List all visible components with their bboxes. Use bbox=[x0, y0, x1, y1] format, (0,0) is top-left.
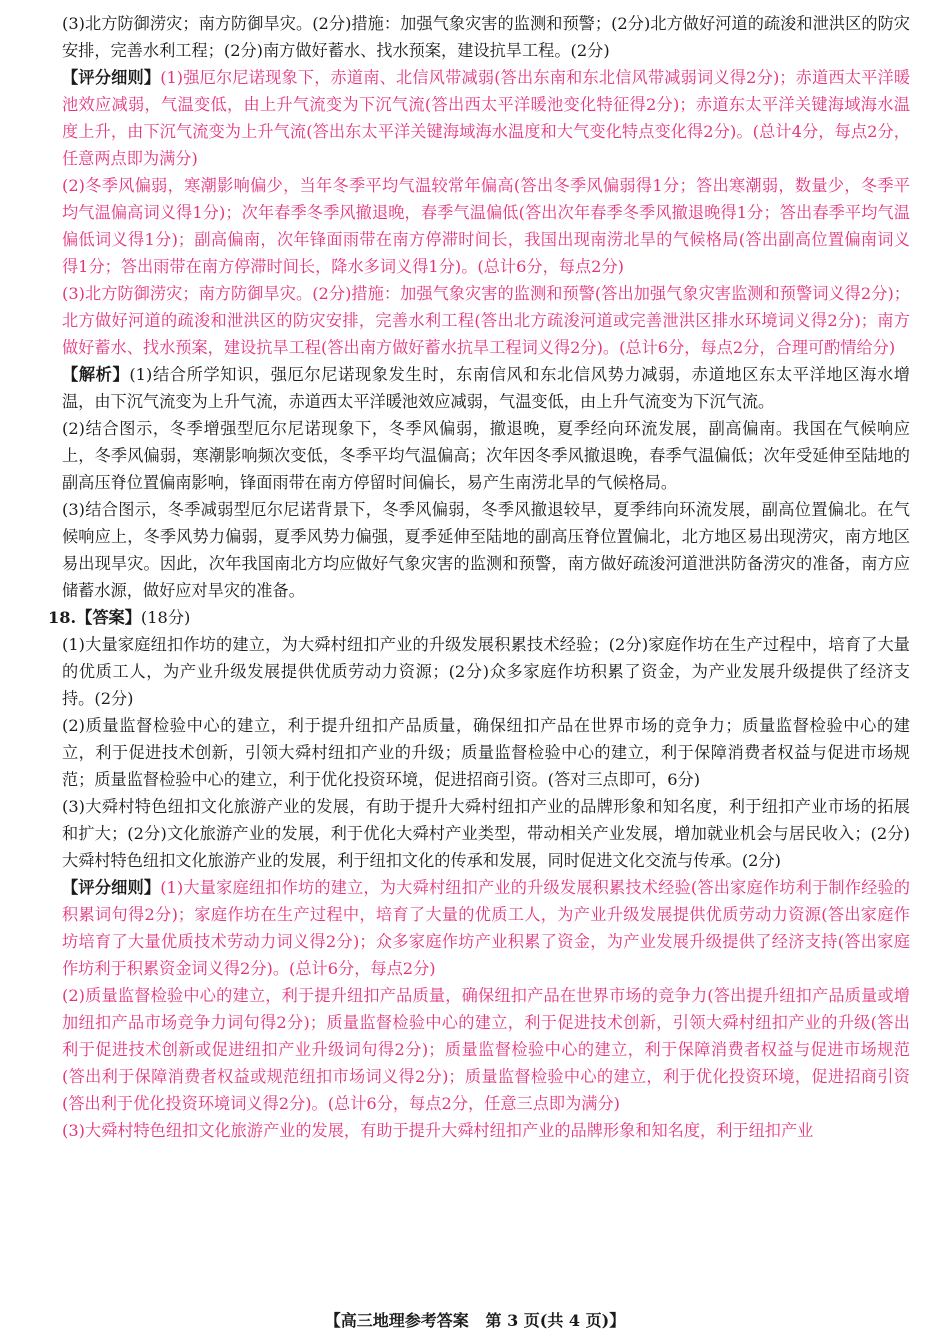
q17-analysis-part1 bbox=[62, 361, 910, 415]
q18-scoring-text-1: (1)大量家庭纽扣作坊的建立，为大舜村纽扣产业的升级发展积累技术经验(答出家庭作坊利于制作经验的积累词句得2分)；家庭作坊在生产过程中，培育了大量的优质工人，为产业升级发展提供优质劳动力资源(答出家庭作坊培育了大量优质技术劳动力词义得2分)；众多家庭作坊产业积累了资金，为产业发展升级提供了经济支持(答出家庭作坊利于积累资金词义得2分)。(总计6分，每点2分) bbox=[62, 878, 910, 978]
q17-scoring-part2: (2)冬季风偏弱，寒潮影响偏少，当年冬季平均气温较常年偏高(答出冬季风偏弱得1分；答出寒潮弱，数量少，冬季平均气温偏高词义得1分)；次年春季冬季风撤退晚，春季气温偏低(答出次年春季冬季风撤退晚得1分；答出春季平均气温偏低词义得1分)；副高偏南，次年锋面雨带在南方停滞时间长，我国出现南涝北旱的气候格局(答出副高位置偏南词义得1分；答出雨带在南方停滞时间长，降水多词义得1分)。(总计6分，每点2分) bbox=[62, 176, 910, 276]
q17-analysis-part3: (3)结合图示，冬季减弱型厄尔尼诺背景下，冬季风偏弱，冬季风撤退较早，夏季纬向环流发展，副高位置偏北。在气候响应上，冬季风势力偏弱，夏季风势力偏强，夏季延伸至陆地的副高压脊位置偏北，北方地区易出现涝灾，南方地区易出现旱灾。因此，次年我国南北方均应做好气象灾害的监测和预警，南方做好疏浚河道泄洪防备涝灾的准备，南方应储蓄水源，做好应对旱灾的准备。 bbox=[62, 500, 910, 600]
q17-scoring-part3: (3)北方防御涝灾；南方防御旱灾。(2分)措施：加强气象灾害的监测和预警(答出加强气象灾害监测和预警词义得2分)；北方做好河道的疏浚和泄洪区的防灾安排，完善水利工程(答出北方疏浚河道或完善泄洪区排水环境词义得2分)；南方做好蓄水、找水预案，建设抗旱工程(答出南方做好蓄水抗旱工程词义得2分)。(总计6分，每点2分，合理可酌情给分) bbox=[62, 284, 910, 357]
q17-answer-part3: (3)北方防御涝灾；南方防御旱灾。(2分)措施：加强气象灾害的监测和预警；(2分)北方做好河道的疏浚和泄洪区的防灾安排，完善水利工程；(2分)南方做好蓄水、找水预案，建设抗旱工程。(2分) bbox=[62, 14, 910, 60]
q18-answer-part1: (1)大量家庭纽扣作坊的建立，为大舜村纽扣产业的升级发展积累技术经验；(2分)家庭作坊在生产过程中，培育了大量的优质工人，为产业升级发展提供优质劳动力资源；(2分)众多家庭作坊积累了资金，为产业发展升级提供了经济支持。(2分) bbox=[62, 635, 910, 708]
q18-score: (18分) bbox=[140, 608, 191, 627]
q18-scoring-label: 【评分细则】 bbox=[62, 878, 161, 897]
answer-sheet-page bbox=[48, 10, 911, 1144]
q18-scoring-part3: (3)大舜村特色纽扣文化旅游产业的发展，有助于提升大舜村纽扣产业的品牌形象和知名度，利于纽扣产业 bbox=[62, 1121, 814, 1140]
q18-answer-part3: (3)大舜村特色纽扣文化旅游产业的发展，有助于提升大舜村纽扣产业的品牌形象和知名度，利于纽扣产业市场的拓展和扩大；(2分)文化旅游产业的发展，利于优化大舜村产业类型，带动相关产业发展，增加就业机会与居民收入；(2分)大舜村特色纽扣文化旅游产业的发展，利于纽扣文化的传承和发展，同时促进文化交流与传承。(2分) bbox=[62, 797, 910, 870]
q18-answer-part2: (2)质量监督检验中心的建立，利于提升纽扣产品质量，确保纽扣产品在世界市场的竞争力；质量监督检验中心的建立，利于促进技术创新，引领大舜村纽扣产业的升级；质量监督检验中心的建立，利于保障消费者权益与促进市场规范；质量监督检验中心的建立，利于优化投资环境，促进招商引资。(答对三点即可，6分) bbox=[62, 716, 910, 789]
q17-scoring-label: 【评分细则】 bbox=[62, 68, 161, 87]
q17-analysis-label: 【解析】 bbox=[62, 365, 130, 384]
q18-scoring-part2: (2)质量监督检验中心的建立，利于提升纽扣产品质量，确保纽扣产品在世界市场的竞争力(答出提升纽扣产品质量或增加纽扣产品市场竞争力词句得2分)；质量监督检验中心的建立，利于促进技术创新，引领大舜村纽扣产业的升级(答出利于促进技术创新或促进纽扣产业升级词句得2分)；质量监督检验中心的建立，利于保障消费者权益与促进市场规范(答出利于保障消费者权益或规范纽扣市场词义得2分)；质量监督检验中心的建立，利于优化投资环境，促进招商引资(答出利于优化投资环境词义得2分)。(总计6分，每点2分，任意三点即为满分) bbox=[62, 986, 910, 1113]
q17-analysis-text-1: (1)结合所学知识，强厄尔尼诺现象发生时，东南信风和东北信风势力减弱，赤道地区东太平洋地区海水增温，由下沉气流变为上升气流，赤道西太平洋暖池效应减弱，气温变低，由上升气流变为下沉气流。 bbox=[62, 365, 910, 411]
q17-scoring-part1 bbox=[62, 64, 910, 172]
footer-title: 【高三地理参考答案 bbox=[324, 1311, 469, 1330]
q17-analysis-part2: (2)结合图示，冬季增强型厄尔尼诺现象下，冬季风偏弱，撤退晚，夏季经向环流发展，副高偏南。我国在气候响应上，冬季风偏弱，寒潮影响频次变低，冬季平均气温偏高；次年因冬季风撤退晚，春季气温偏低；次年受延伸至陆地的副高压脊位置偏南影响，锋面雨带在南方停留时间偏长，易产生南涝北旱的气候格局。 bbox=[62, 419, 910, 492]
q18-label: 18.【答案】 bbox=[48, 608, 141, 627]
page-footer bbox=[0, 1308, 950, 1331]
q17-scoring-text-1: (1)强厄尔尼诺现象下，赤道南、北信风带减弱(答出东南和东北信风带减弱词义得2分)；赤道西太平洋暖池效应减弱，气温变低，由上升气流变为下沉气流(答出西太平洋暖池变化特征得2分)；赤道东太平洋关键海域海水温度上升，由下沉气流变为上升气流(答出东太平洋关键海域海水温度和大气变化特点变化得2分)。(总计4分，每点2分，任意两点即为满分) bbox=[62, 68, 911, 168]
q18-scoring-part1 bbox=[62, 874, 910, 982]
footer-page-number: 第 3 页(共 4 页)】 bbox=[485, 1311, 626, 1330]
q18-heading bbox=[48, 604, 910, 631]
